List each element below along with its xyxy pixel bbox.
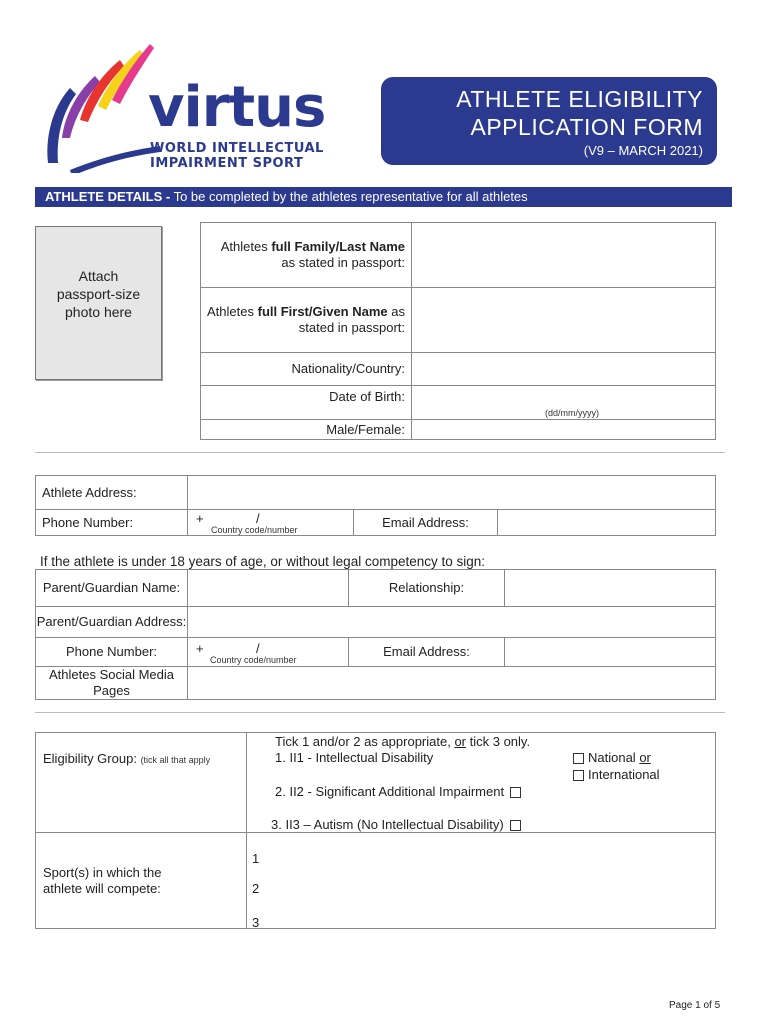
sports-label: Sport(s) in which the athlete will compete: [43,864,162,896]
photo-placeholder[interactable] [35,226,162,380]
section-header-athlete-details [35,187,732,207]
athlete-email-field[interactable] [498,510,716,536]
athlete-details-table [200,222,716,440]
section-subtitle: To be completed by the athletes representative for all athletes [170,189,528,204]
eligibility-instruction: Tick 1 and/or 2 as appropriate, or tick 3 only. [275,734,531,749]
sport-2: 2 [252,881,260,896]
nationality-field[interactable] [412,353,716,386]
option-ii1: 1. II1 - Intellectual Disability [275,750,434,765]
sports-field[interactable] [247,833,716,929]
logo-swoosh-graphic [40,38,160,173]
guardian-name-field[interactable] [188,570,349,607]
guardian-phone-label: Phone Number: [36,638,188,667]
family-name-label: Athletes full Family/Last Name as stated in passport: [201,223,412,288]
sport-3: 3 [252,915,260,930]
sport-1: 1 [252,851,260,866]
athlete-address-field[interactable] [188,476,716,510]
country-code-hint: Country code/number [211,525,298,535]
national-checkbox[interactable] [573,753,584,764]
family-name-field[interactable] [412,223,716,288]
athlete-address-label: Athlete Address: [36,476,188,510]
athlete-phone-field[interactable]: + / Country code/number [188,510,354,536]
athlete-email-label: Email Address: [354,510,498,536]
divider [35,712,725,713]
title-line1: ATHLETE ELIGIBILITY [456,86,703,112]
relationship-label: Relationship: [349,570,505,607]
logo-wordmark: virtus [148,75,326,140]
sports-label-cell [36,833,247,929]
option-ii2[interactable]: 2. II2 - Significant Additional Impairment [275,784,521,799]
guardian-email-field[interactable] [505,638,716,667]
gender-label: Male/Female: [201,420,412,440]
eligibility-hint: (tick all that apply [140,754,211,765]
eligibility-label-cell [36,733,247,833]
nationality-label: Nationality/Country: [201,353,412,386]
social-media-label: Athletes Social Media Pages [36,667,188,700]
eligibility-options-cell [247,733,716,833]
eligibility-table [35,732,716,929]
guardian-phone-field[interactable]: + / Country code/number [188,638,349,667]
gender-field[interactable] [412,420,716,440]
option-ii3[interactable]: 3. II3 – Autism (No Intellectual Disability) [271,817,521,832]
guardian-address-label: Parent/Guardian Address: [36,607,188,638]
photo-text: Attach passport-size photo here [56,268,141,320]
guardian-intro: If the athlete is under 18 years of age, or without legal competency to sign: [40,554,486,569]
title-line2: APPLICATION FORM [470,114,703,140]
first-name-field[interactable] [412,288,716,353]
logo-line1: WORLD INTELLECTUAL [150,141,324,156]
divider [35,452,725,453]
dob-format-hint: (dd/mm/yyyy) [545,408,599,418]
guardian-name-label: Parent/Guardian Name: [36,570,188,607]
ii2-checkbox[interactable] [510,787,521,798]
logo-line2: IMPAIRMENT SPORT [150,156,304,171]
international-checkbox[interactable] [573,770,584,781]
eligibility-label: Eligibility Group: [43,750,137,766]
athlete-contact-table [35,475,716,536]
guardian-address-field[interactable] [188,607,716,638]
athlete-phone-label: Phone Number: [36,510,188,536]
option-international[interactable]: International [573,767,660,782]
version-label: (V9 – MARCH 2021) [583,143,703,158]
option-national[interactable]: National or [573,750,651,765]
ii3-checkbox[interactable] [510,820,521,831]
country-code-hint: Country code/number [210,655,297,665]
guardian-table [35,569,716,700]
dob-field[interactable] [412,386,716,420]
virtus-logo [40,38,330,173]
relationship-field[interactable] [505,570,716,607]
social-media-field[interactable] [188,667,716,700]
form-title-box [381,77,717,165]
guardian-email-label: Email Address: [349,638,505,667]
first-name-label: Athletes full First/Given Name as stated in passport: [201,288,412,353]
dob-label: Date of Birth: [201,386,412,420]
section-title: ATHLETE DETAILS - [45,189,171,204]
page-number: Page 1 of 5 [669,1000,721,1011]
